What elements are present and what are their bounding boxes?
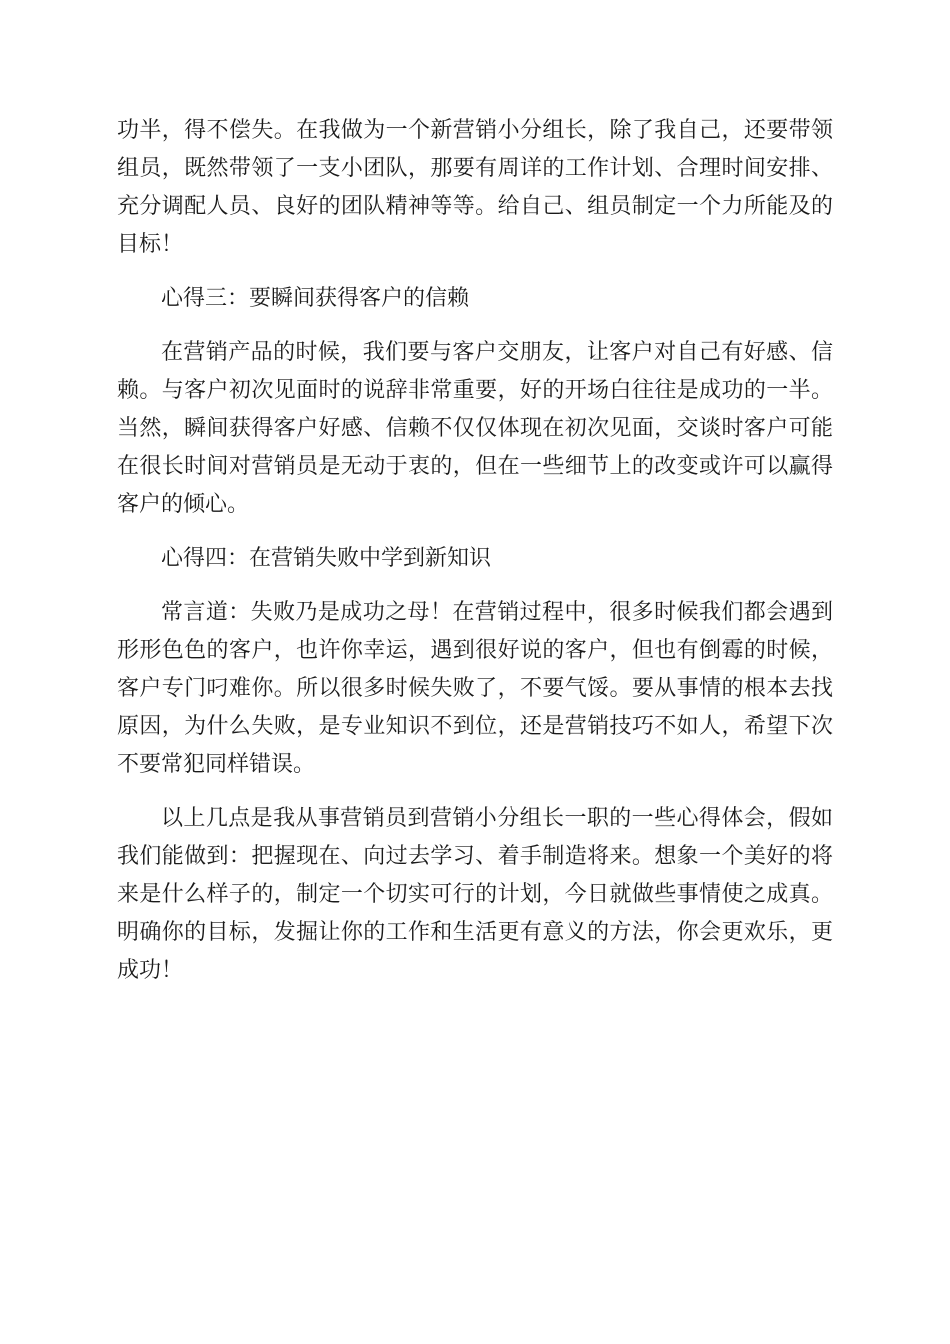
paragraph-tip-three-body: 在营销产品的时候，我们要与客户交朋友，让客户对自己有好感、信赖。与客户初次见面时的说辞非常重要，好的开场白往往是成功的一半。当然，瞬间获得客户好感、信赖不仅仅体现在初次见面，交谈时客户可能在很长时间对营销员是无动于衷的，但在一些细节上的改变或许可以赢得客户的倾心。 <box>117 340 833 517</box>
paragraph-conclusion: 以上几点是我从事营销员到营销小分组长一职的一些心得体会，假如我们能做到：把握现在、向过去学习、着手制造将来。想象一个美好的将来是什么样子的，制定一个切实可行的计划，今日就做些事情使之成真。明确你的目标，发掘让你的工作和生活更有意义的方法，你会更欢乐，更成功！ <box>117 806 833 983</box>
heading-tip-three: 心得三：要瞬间获得客户的信赖 <box>161 286 470 311</box>
heading-tip-four: 心得四：在营销失败中学到新知识 <box>161 546 492 571</box>
document-body <box>117 112 833 1006</box>
paragraph-continuation: 功半，得不偿失。在我做为一个新营销小分组长，除了我自己，还要带领组员，既然带领了一支小团队，那要有周详的工作计划、合理时间安排、充分调配人员、良好的团队精神等等。给自己、组员制定一个力所能及的目标！ <box>117 118 833 257</box>
paragraph-tip-four-body: 常言道：失败乃是成功之母！在营销过程中，很多时候我们都会遇到形形色色的客户，也许你幸运，遇到很好说的客户，但也有倒霉的时候，客户专门叼难你。所以很多时候失败了，不要气馁。要从事情的根本去找原因，为什么失败，是专业知识不到位，还是营销技巧不如人，希望下次不要常犯同样错误。 <box>117 600 833 777</box>
